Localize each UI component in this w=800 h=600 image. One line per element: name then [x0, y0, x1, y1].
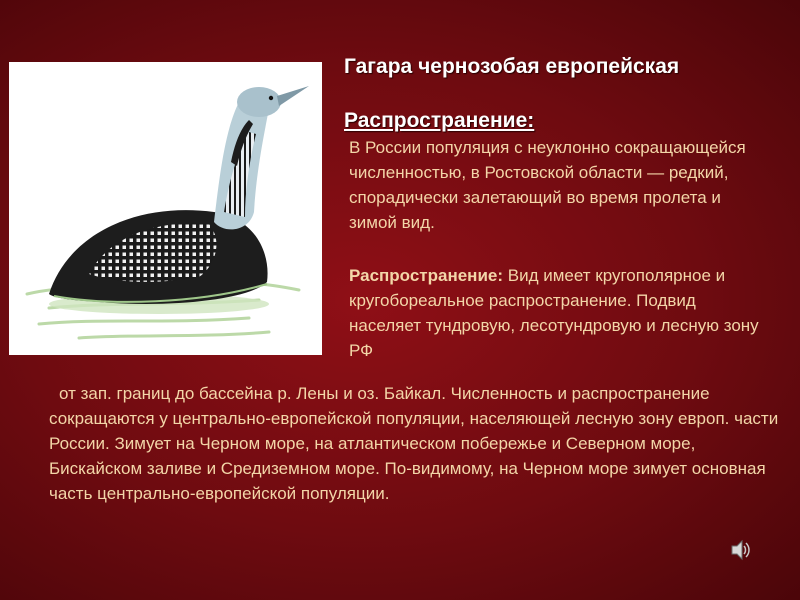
slide-title: Гагара чернозобая европейская — [344, 55, 680, 78]
section-heading: Распространение: — [344, 109, 535, 132]
distribution-label: Распространение: — [349, 266, 504, 285]
speaker-icon — [730, 537, 750, 563]
loon-picture — [9, 62, 322, 355]
paragraph-distribution — [349, 263, 769, 363]
loon-icon — [9, 62, 322, 355]
distribution-text: Вид имеет кругополярное и кругобореальное распространение. Подвид населяет тундровую, лесотундровую и лесную зону РФ — [349, 266, 759, 360]
paragraph-range-details: от зап. границ до бассейна р. Лены и оз. Байкал. Численность и распространение сокращаются у центрально-европейской популяции, населяющей лесную зону европ. части России. Зимует на Черном море, на атлантическом побережье и Северном море, Бискайском заливе и Средиземном море. По-видимому, на Черном море зимует основная часть центрально-европейской популяции. — [49, 384, 779, 503]
sound-button[interactable] — [730, 537, 750, 563]
paragraph-population: В России популяция с неуклонно сокращающейся численностью, в Ростовской области — редкий, спорадически залетающий во время пролета и зимой вид. — [349, 138, 746, 232]
